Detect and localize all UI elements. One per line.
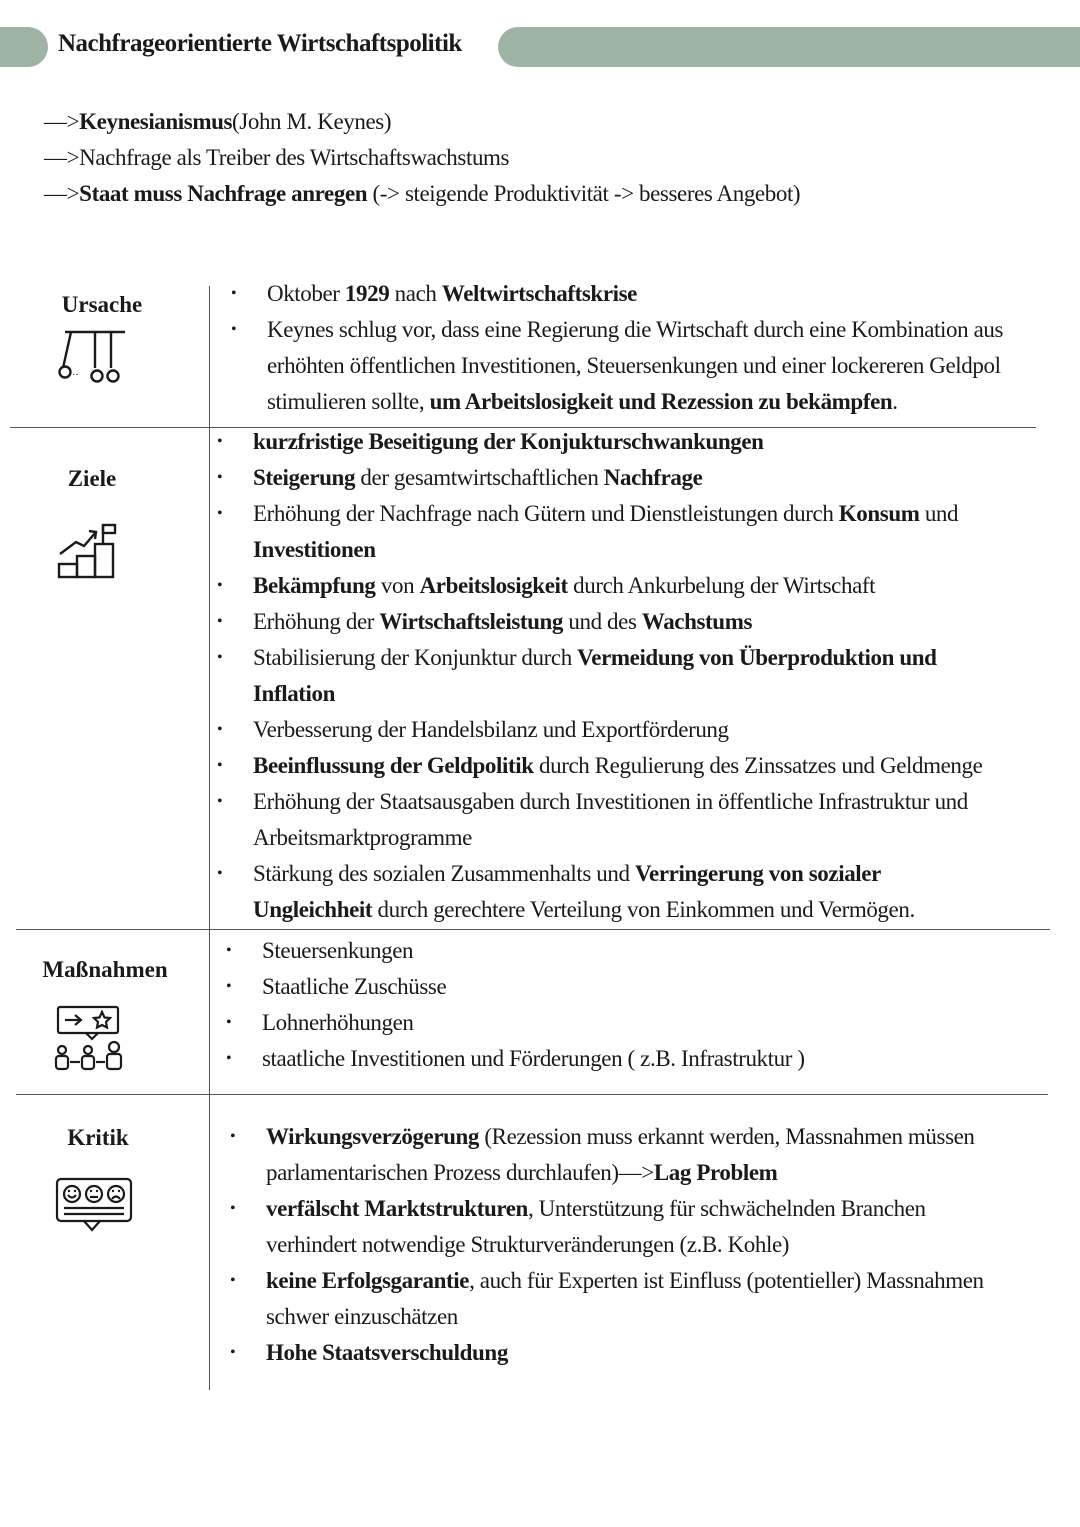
list-item: • Beeinflussung der Geldpolitik durch Regulierung des Zinssatzes und Geldmenge bbox=[253, 748, 1080, 784]
list-item: • Hohe Staatsverschuldung bbox=[266, 1335, 1080, 1371]
list-item: • Erhöhung der Wirtschaftsleistung und des Wachstums bbox=[253, 604, 1080, 640]
list-item: • Keynes schlug vor, dass eine Regierung die Wirtschaft durch eine Kombination aus erhöhten öffentlichen Investitionen, Steuersenkungen und einer lockereren Geldpol stimulieren sollte, um Arbeitslosigkeit und Rezession zu bekämpfen. bbox=[267, 312, 1080, 420]
list-item: • Lohnerhöhungen bbox=[262, 1005, 1080, 1041]
list-item: • keine Erfolgsgarantie, auch für Experten ist Einfluss (potentieller) Massnahmen schwer einzuschätzen bbox=[266, 1263, 1080, 1335]
feedback-faces-icon bbox=[54, 1176, 134, 1236]
team-strategy-icon bbox=[50, 1004, 126, 1074]
header-accent-right bbox=[498, 27, 1080, 67]
list-massnahmen bbox=[262, 933, 1080, 1077]
list-kritik bbox=[266, 1119, 1080, 1371]
intro-line-keynesianismus: —>Keynesianismus(John M. Keynes) bbox=[44, 109, 392, 134]
header-accent-left bbox=[0, 27, 48, 67]
list-item: • Steigerung der gesamtwirtschaftlichen Nachfrage bbox=[253, 460, 1080, 496]
page-title: Nachfrageorientierte Wirtschaftspolitik bbox=[58, 30, 462, 57]
list-item: • kurzfristige Beseitigung der Konjukturschwankungen bbox=[253, 424, 1080, 460]
list-item: • Erhöhung der Nachfrage nach Gütern und Dienstleistungen durch Konsum und Investitionen bbox=[253, 496, 1080, 568]
label-kritik: Kritik bbox=[67, 1125, 129, 1150]
list-item: • Verbesserung der Handelsbilanz und Exportförderung bbox=[253, 712, 1080, 748]
list-item: • Bekämpfung von Arbeitslosigkeit durch Ankurbelung der Wirtschaft bbox=[253, 568, 1080, 604]
list-item: • verfälscht Marktstrukturen, Unterstützung für schwächelnden Branchen verhindert notwendige Strukturveränderungen (z.B. Kohle) bbox=[266, 1191, 1080, 1263]
list-item: • Stabilisierung der Konjunktur durch Vermeidung von Überproduktion und Inflation bbox=[253, 640, 1080, 712]
newtons-cradle-icon bbox=[55, 328, 127, 388]
label-ursache: Ursache bbox=[61, 292, 143, 317]
growth-chart-icon bbox=[56, 522, 120, 580]
divider-massnahmen-kritik bbox=[16, 1094, 1048, 1095]
intro-line-nachfrage: —>Nachfrage als Treiber des Wirtschaftswachstums bbox=[44, 145, 510, 170]
list-item: • Stärkung des sozialen Zusammenhalts und Verringerung von sozialer Ungleichheit durch gerechtere Verteilung von Einkommen und Vermögen. bbox=[253, 856, 1080, 928]
intro-line-staat: —>Staat muss Nachfrage anregen (-> steigende Produktivität -> besseres Angebot) bbox=[44, 181, 801, 206]
list-item: • Erhöhung der Staatsausgaben durch Investitionen in öffentliche Infrastruktur und Arbeitsmarktprogramme bbox=[253, 784, 1080, 856]
list-item: • staatliche Investitionen und Förderungen ( z.B. Infrastruktur ) bbox=[262, 1041, 1080, 1077]
table-vertical-divider bbox=[209, 286, 210, 1390]
divider-ziele-massnahmen bbox=[16, 929, 1050, 930]
list-item: • Wirkungsverzögerung (Rezession muss erkannt werden, Massnahmen müssen parlamentarischen Prozess durchlaufen)—>Lag Problem bbox=[266, 1119, 1080, 1191]
list-ursache bbox=[267, 276, 1080, 420]
list-item: • Staatliche Zuschüsse bbox=[262, 969, 1080, 1005]
label-ziele: Ziele bbox=[67, 466, 117, 491]
intro-block bbox=[44, 104, 800, 212]
label-massnahmen: Maßnahmen bbox=[42, 957, 168, 982]
list-ziele bbox=[253, 424, 1080, 928]
svg-text:··: ·· bbox=[72, 370, 79, 381]
list-item: • Steuersenkungen bbox=[262, 933, 1080, 969]
list-item: • Oktober 1929 nach Weltwirtschaftskrise bbox=[267, 276, 1080, 312]
